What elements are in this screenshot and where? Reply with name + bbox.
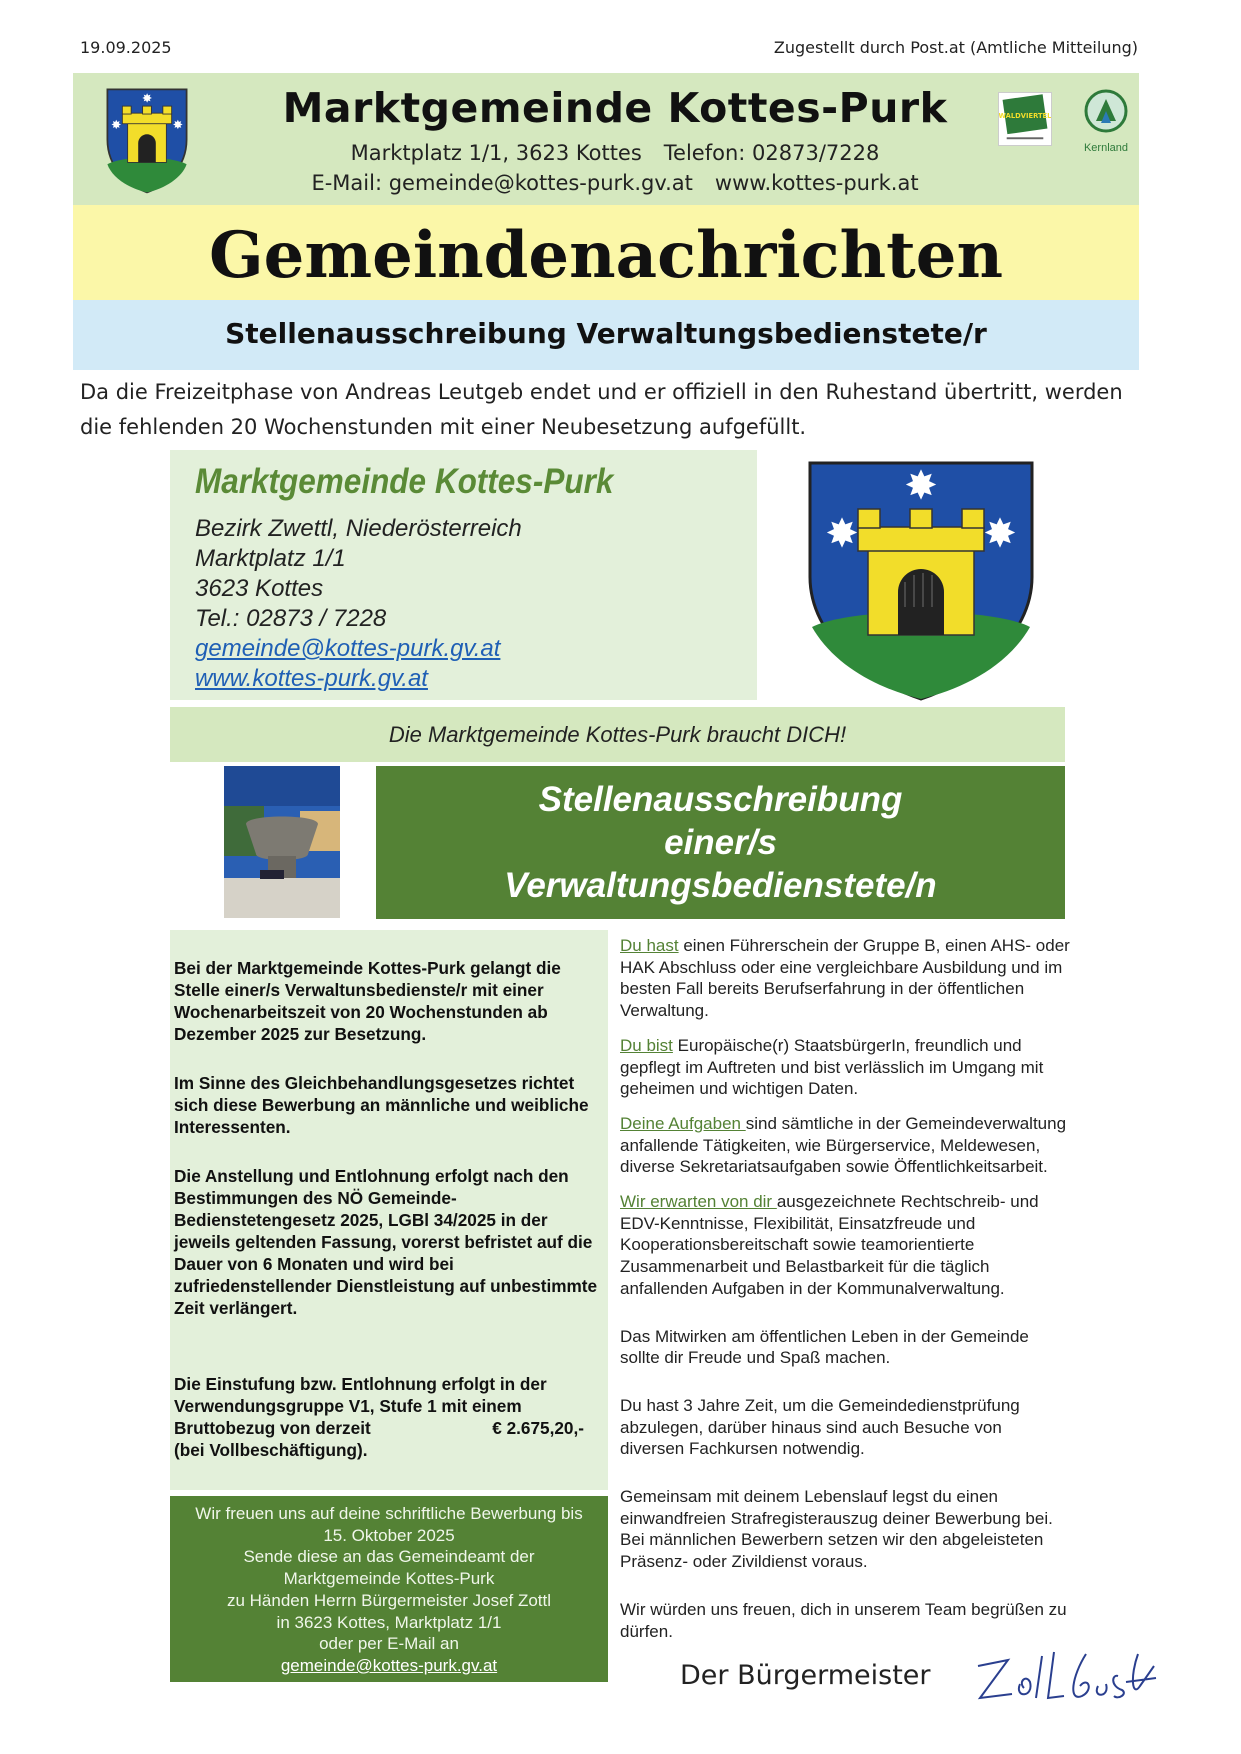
- job-details-p2: Im Sinne des Gleichbehandlungsgesetzes richtet sich diese Bewerbung an männliche und weibliche Interessenten.: [174, 1073, 589, 1137]
- closing-sentence: Wir würden uns freuen, dich in unserem Team begrüßen zu dürfen.: [620, 1599, 1067, 1641]
- header-website[interactable]: www.kottes-purk.at: [714, 171, 919, 195]
- requirement-skills: [620, 1191, 1070, 1300]
- address-box-title: Marktgemeinde Kottes-Purk: [195, 462, 614, 501]
- requirement-documents: Gemeinsam mit deinem Lebenslauf legst du einen einwandfreien Strafregisterauszug deiner Bewerbung bei. Bei männlichen Bewerbern setzen wir den abgeleisteten Präsenz- oder Zivildienst voraus.: [620, 1487, 1053, 1572]
- address-box: [170, 450, 757, 700]
- requirement-tasks: [620, 1113, 1070, 1178]
- header-email[interactable]: E-Mail: gemeinde@kottes-purk.gv.at: [311, 171, 693, 195]
- cta-line-4: Marktgemeinde Kottes-Purk: [283, 1569, 495, 1589]
- requirement-citizenship-text: Europäische(r) StaatsbürgerIn, freundlich und gepflegt im Auftreten und bist verlässlich im Umgang mit geheimen und wichtigen Daten.: [620, 1035, 1044, 1099]
- kernland-logo-text: Kernland: [1083, 142, 1129, 154]
- svg-text:✸: ✸: [825, 512, 859, 556]
- address-district: Bezirk Zwettl, Niederösterreich: [195, 515, 522, 542]
- requirements-column: [620, 935, 1070, 1655]
- header-contact-line-1: [180, 141, 1050, 165]
- intro-paragraph: Da die Freizeitphase von Andreas Leutgeb endet und er offiziell in den Ruhestand übertritt, werden die fehlenden 20 Wochenstunden mit einer Neubesetzung aufgefüllt.: [80, 380, 1123, 439]
- requirement-community: Das Mitwirken am öffentlichen Leben in der Gemeinde sollte dir Freude und Spaß machen.: [620, 1326, 1029, 1368]
- job-details-p1: Bei der Marktgemeinde Kottes-Purk gelangt die Stelle einer/s Verwaltunsbedienste/r mit einer Wochenarbeitszeit von 20 Wochenstunden ab Dezember 2025 zur Besetzung.: [174, 958, 561, 1044]
- svg-text:✸: ✸: [904, 464, 938, 508]
- cta-line-3: Sende diese an das Gemeindeamt der: [243, 1547, 535, 1567]
- address-street: Marktplatz 1/1: [195, 545, 346, 572]
- svg-text:✸: ✸: [111, 118, 122, 132]
- address-web-link[interactable]: www.kottes-purk.gv.at: [195, 665, 428, 692]
- pay-row: [174, 1417, 602, 1439]
- job-details-p4: [174, 1373, 602, 1461]
- address-city: 3623 Kottes: [195, 575, 324, 602]
- requirement-citizenship-lead: Du bist: [620, 1035, 673, 1055]
- job-heading: [376, 766, 1065, 919]
- coat-of-arms-icon: [103, 85, 191, 195]
- newsletter-subtitle: Stellenausschreibung Verwaltungsbedienstete/r: [225, 317, 987, 350]
- requirement-skills-lead: Wir erwarten von dir: [620, 1192, 777, 1212]
- stone-fountain-photo: [224, 766, 340, 918]
- svg-text:✸: ✸: [141, 91, 153, 106]
- pay-label: Bruttobezug von derzeit: [174, 1418, 371, 1438]
- cta-line-5: zu Händen Herrn Bürgermeister Josef Zottl: [226, 1590, 552, 1610]
- header-phone: Telefon: 02873/7228: [663, 141, 880, 165]
- need-banner: Die Marktgemeinde Kottes-Purk braucht DICH!: [170, 707, 1065, 762]
- pay-note: (bei Vollbeschäftigung).: [174, 1440, 368, 1460]
- cta-line-6: in 3623 Kottes, Marktplatz 1/1: [276, 1612, 502, 1632]
- requirement-exam: Du hast 3 Jahre Zeit, um die Gemeindedienstprüfung abzulegen, darüber hinaus sind auch Besuche von diversen Fachkursen notwendig.: [620, 1395, 1020, 1459]
- cta-deadline: 15. Oktober 2025: [323, 1525, 455, 1545]
- address-phone: Tel.: 02873 / 7228: [195, 605, 387, 632]
- requirement-license-text: einen Führerschein der Gruppe B, einen AHS- oder HAK Abschluss oder eine vergleichbare Ausbildung und im besten Fall bereits Berufserfahrung in der öffentlichen Verwaltung.: [620, 936, 1070, 1021]
- requirement-citizenship: [620, 1035, 1070, 1100]
- coat-of-arms-large-icon: [802, 457, 1040, 702]
- job-details-column: [170, 930, 608, 1490]
- job-heading-line-1: Stellenausschreibung: [538, 780, 903, 819]
- requirement-tasks-lead: Deine Aufgaben: [620, 1113, 746, 1133]
- pay-value: € 2.675,20,-: [492, 1418, 584, 1438]
- header-address: Marktplatz 1/1, 3623 Kottes: [350, 141, 642, 165]
- cta-email-link[interactable]: gemeinde@kottes-purk.gv.at: [280, 1655, 498, 1675]
- header-contact-line-2: [180, 171, 1050, 195]
- cta-line-7: oder per E-Mail an: [319, 1634, 459, 1654]
- signoff-mayor: Der Bürgermeister: [680, 1660, 931, 1691]
- cta-line-1: Wir freuen uns auf deine schriftliche Bewerbung bis: [195, 1504, 583, 1523]
- waldviertel-logo-icon: [998, 92, 1052, 146]
- job-details-p3: Die Anstellung und Entlohnung erfolgt nach den Bestimmungen des NÖ Gemeinde-Bedienstetengesetz 2025, LGBl 34/2025 in der jeweils geltenden Fassung, vorerst befristet auf die Dauer von 6 Monaten und wird bei zufriedenstellender Dienstleistung auf unbestimmte Zeit verlängert.: [174, 1166, 598, 1318]
- delivery-note: Zugestellt durch Post.at (Amtliche Mitteilung): [773, 38, 1138, 57]
- requirement-skills-text: ausgezeichnete Rechtschreib- und EDV-Kenntnisse, Flexibilität, Einsatzfreude und Kooperationsbereitschaft sowie teamorientierte Zusammenarbeit und Belastbarkeit für die täglich anfallenden Aufgaben in der Kommunalverwaltung.: [620, 1192, 1039, 1298]
- newsletter-title: Gemeindenachrichten: [209, 218, 1003, 293]
- job-heading-line-3: Verwaltungsbedienstete/n: [504, 866, 937, 905]
- pay-intro: Die Einstufung bzw. Entlohnung erfolgt in der Verwendungsgruppe V1, Stufe 1 mit einem: [174, 1374, 547, 1416]
- svg-text:✸: ✸: [172, 118, 183, 132]
- svg-text:✸: ✸: [983, 512, 1017, 556]
- waldviertel-logo-text: WALDVIERTEL: [998, 112, 1052, 121]
- application-box: [170, 1496, 608, 1682]
- job-heading-line-2: einer/s: [664, 823, 777, 862]
- document-date: 19.09.2025: [80, 38, 172, 57]
- kernland-logo-icon: [1078, 87, 1134, 155]
- requirement-tasks-text: sind sämtliche in der Gemeindeverwaltung anfallende Tätigkeiten, wie Bürgerservice, Meldewesen, diverse Sekretariatsaufgaben sowie Öffentlichkeitsarbeit.: [620, 1113, 1067, 1177]
- address-email-link[interactable]: gemeinde@kottes-purk.gv.at: [195, 635, 501, 662]
- requirement-license-lead: Du hast: [620, 936, 679, 955]
- mayor-signature: [968, 1636, 1168, 1716]
- requirement-license: [620, 935, 1070, 1022]
- municipality-title: Marktgemeinde Kottes-Purk: [282, 84, 948, 132]
